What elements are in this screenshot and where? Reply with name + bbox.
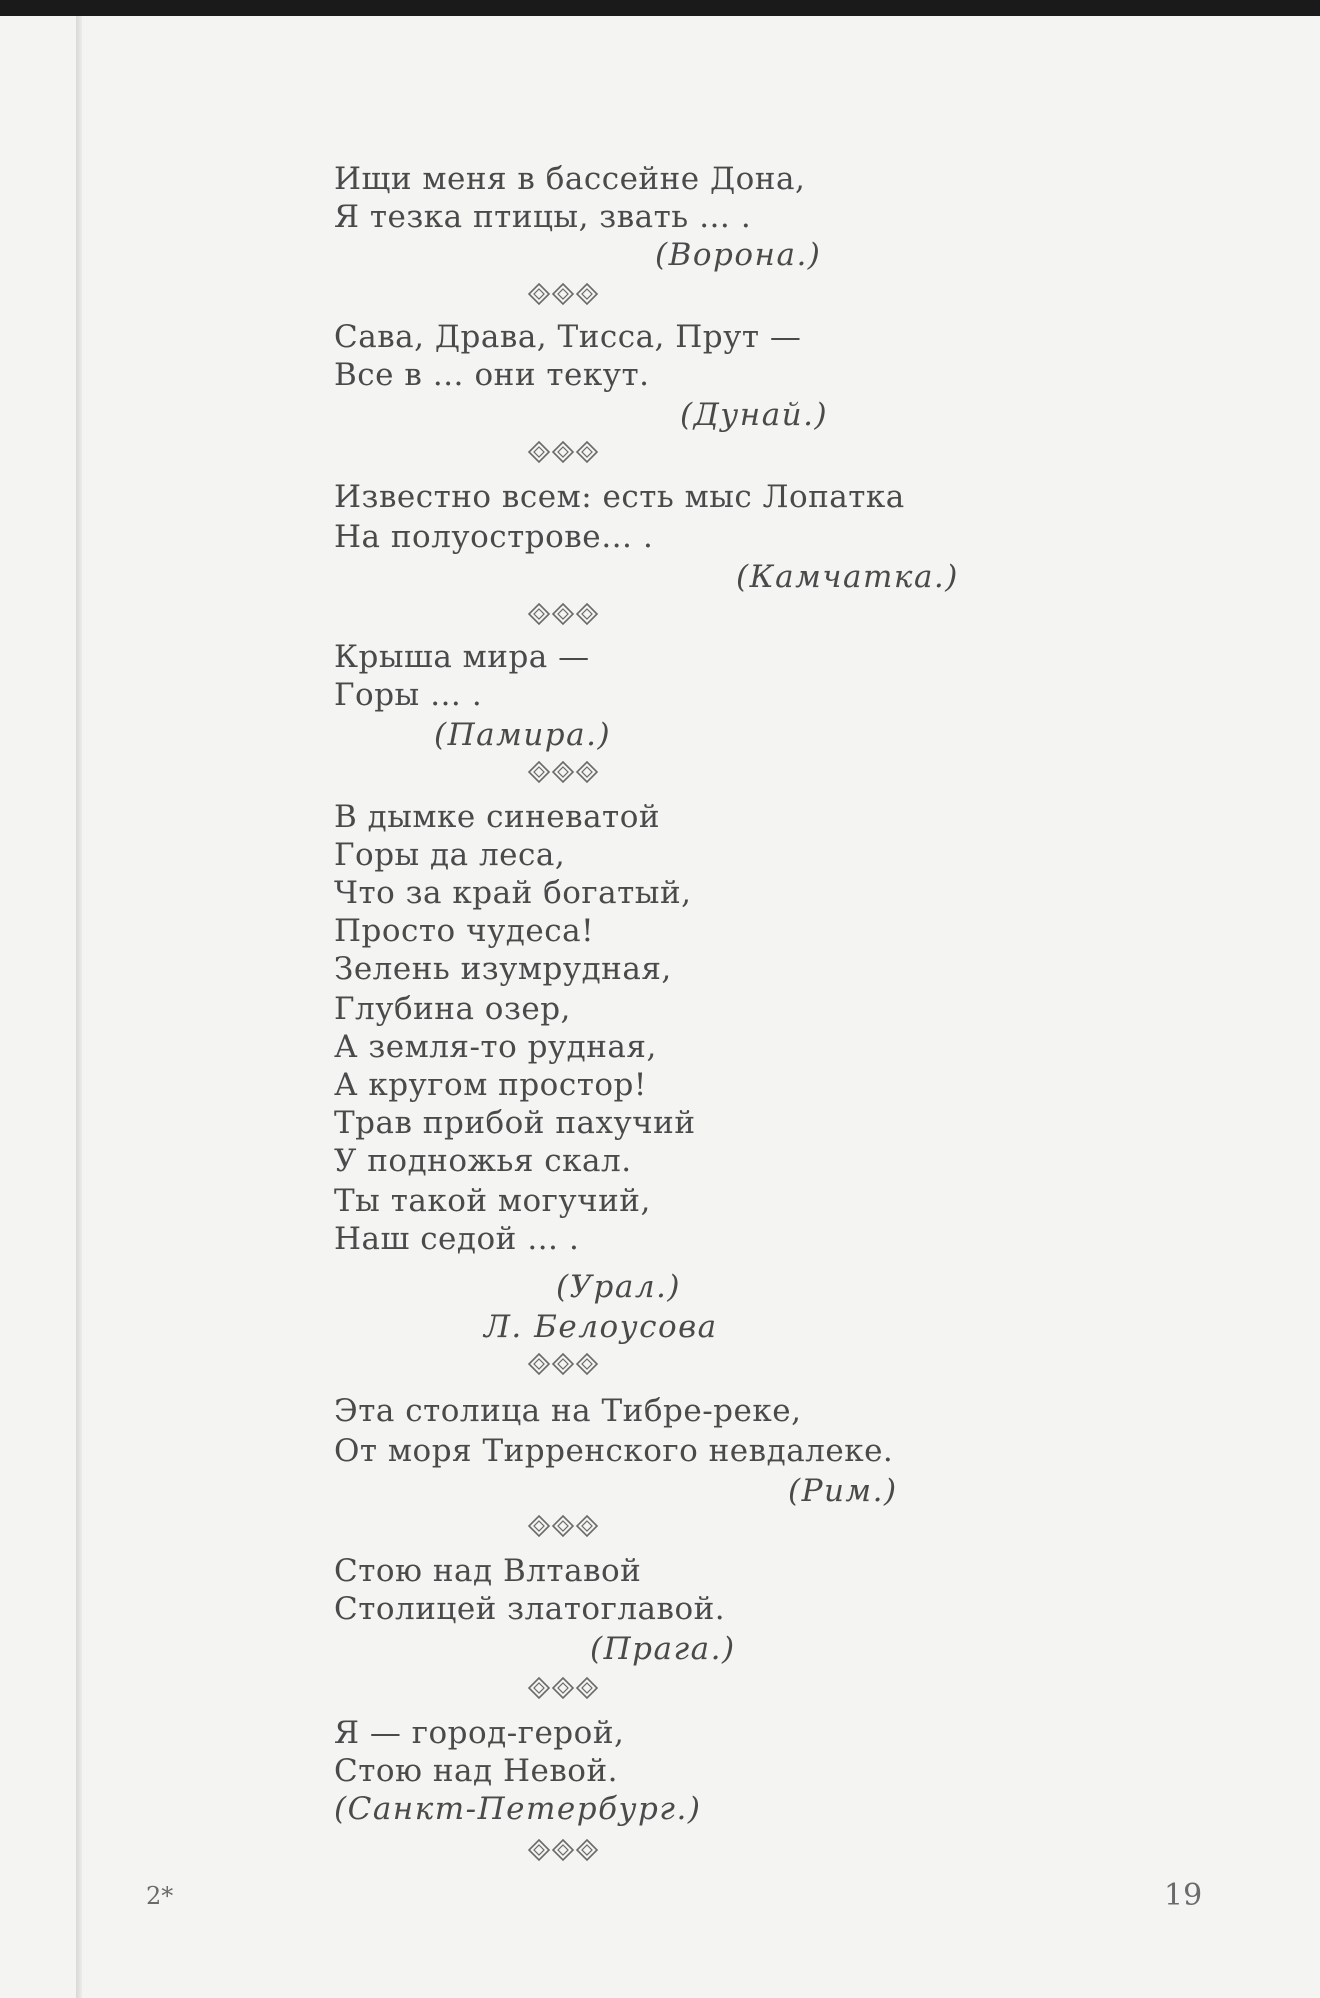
riddle-1-line-1: Ищи меня в бассейне Дона,: [334, 161, 806, 197]
riddle-1-line-2: Я тезка птицы, звать … .: [334, 199, 752, 235]
riddle-8-line-1: Я — город-герой,: [334, 1715, 625, 1751]
page-number: 19: [1164, 1878, 1203, 1913]
riddle-8-answer: (Санкт-Петербург.): [334, 1791, 702, 1827]
riddle-2-line-1: Сава, Драва, Тисса, Прут —: [334, 319, 802, 355]
riddle-3-line-2: На полуострове… .: [334, 519, 654, 555]
riddle-8-line-2: Стою над Невой.: [334, 1753, 618, 1789]
riddle-7-line-2: Столицей златоглавой.: [334, 1591, 726, 1627]
riddle-5-line-10: У подножья скал.: [334, 1143, 632, 1179]
separator-ornament: [525, 1352, 615, 1376]
riddle-5-line-5: Зелень изумрудная,: [334, 951, 672, 987]
signature-mark: 2*: [146, 1882, 174, 1910]
riddle-5-line-11: Ты такой могучий,: [334, 1183, 651, 1219]
riddle-5-line-3: Что за край богатый,: [334, 875, 692, 911]
riddle-6-line-1: Эта столица на Тибре-реке,: [334, 1393, 802, 1429]
riddle-2-answer: (Дунай.): [680, 397, 829, 433]
riddle-5-line-1: В дымке синеватой: [334, 799, 661, 835]
separator-ornament: [525, 602, 615, 626]
riddle-5-line-6: Глубина озер,: [334, 991, 571, 1027]
riddle-2-line-2: Все в … они текут.: [334, 357, 650, 393]
riddle-5-author: Л. Белоусова: [484, 1309, 718, 1345]
riddle-5-answer: (Урал.): [556, 1269, 682, 1305]
separator-ornament: [525, 1838, 615, 1862]
riddle-3-line-1: Известно всем: есть мыс Лопатка: [334, 479, 905, 515]
riddle-5-line-2: Горы да леса,: [334, 837, 566, 873]
riddle-6-answer: (Рим.): [788, 1473, 898, 1509]
riddle-5-line-7: А земля-то рудная,: [334, 1029, 657, 1065]
riddle-4-line-2: Горы … .: [334, 677, 483, 713]
riddle-6-line-2: От моря Тирренского невдалеке.: [334, 1433, 894, 1469]
riddle-4-line-1: Крыша мира —: [334, 639, 590, 675]
separator-ornament: [525, 282, 615, 306]
separator-ornament: [525, 1514, 615, 1538]
riddle-7-answer: (Прага.): [590, 1631, 736, 1667]
riddle-5-line-4: Просто чудеса!: [334, 913, 595, 949]
riddle-7-line-1: Стою над Влтавой: [334, 1553, 642, 1589]
riddle-5-line-12: Наш седой … .: [334, 1221, 580, 1257]
riddle-4-answer: (Памира.): [434, 717, 612, 753]
riddle-5-line-9: Трав прибой пахучий: [334, 1105, 696, 1141]
riddle-5-line-8: А кругом простор!: [334, 1067, 647, 1103]
riddle-3-answer: (Камчатка.): [736, 559, 959, 595]
separator-ornament: [525, 1676, 615, 1700]
separator-ornament: [525, 440, 615, 464]
riddle-1-answer: (Ворона.): [655, 237, 822, 273]
separator-ornament: [525, 760, 615, 784]
